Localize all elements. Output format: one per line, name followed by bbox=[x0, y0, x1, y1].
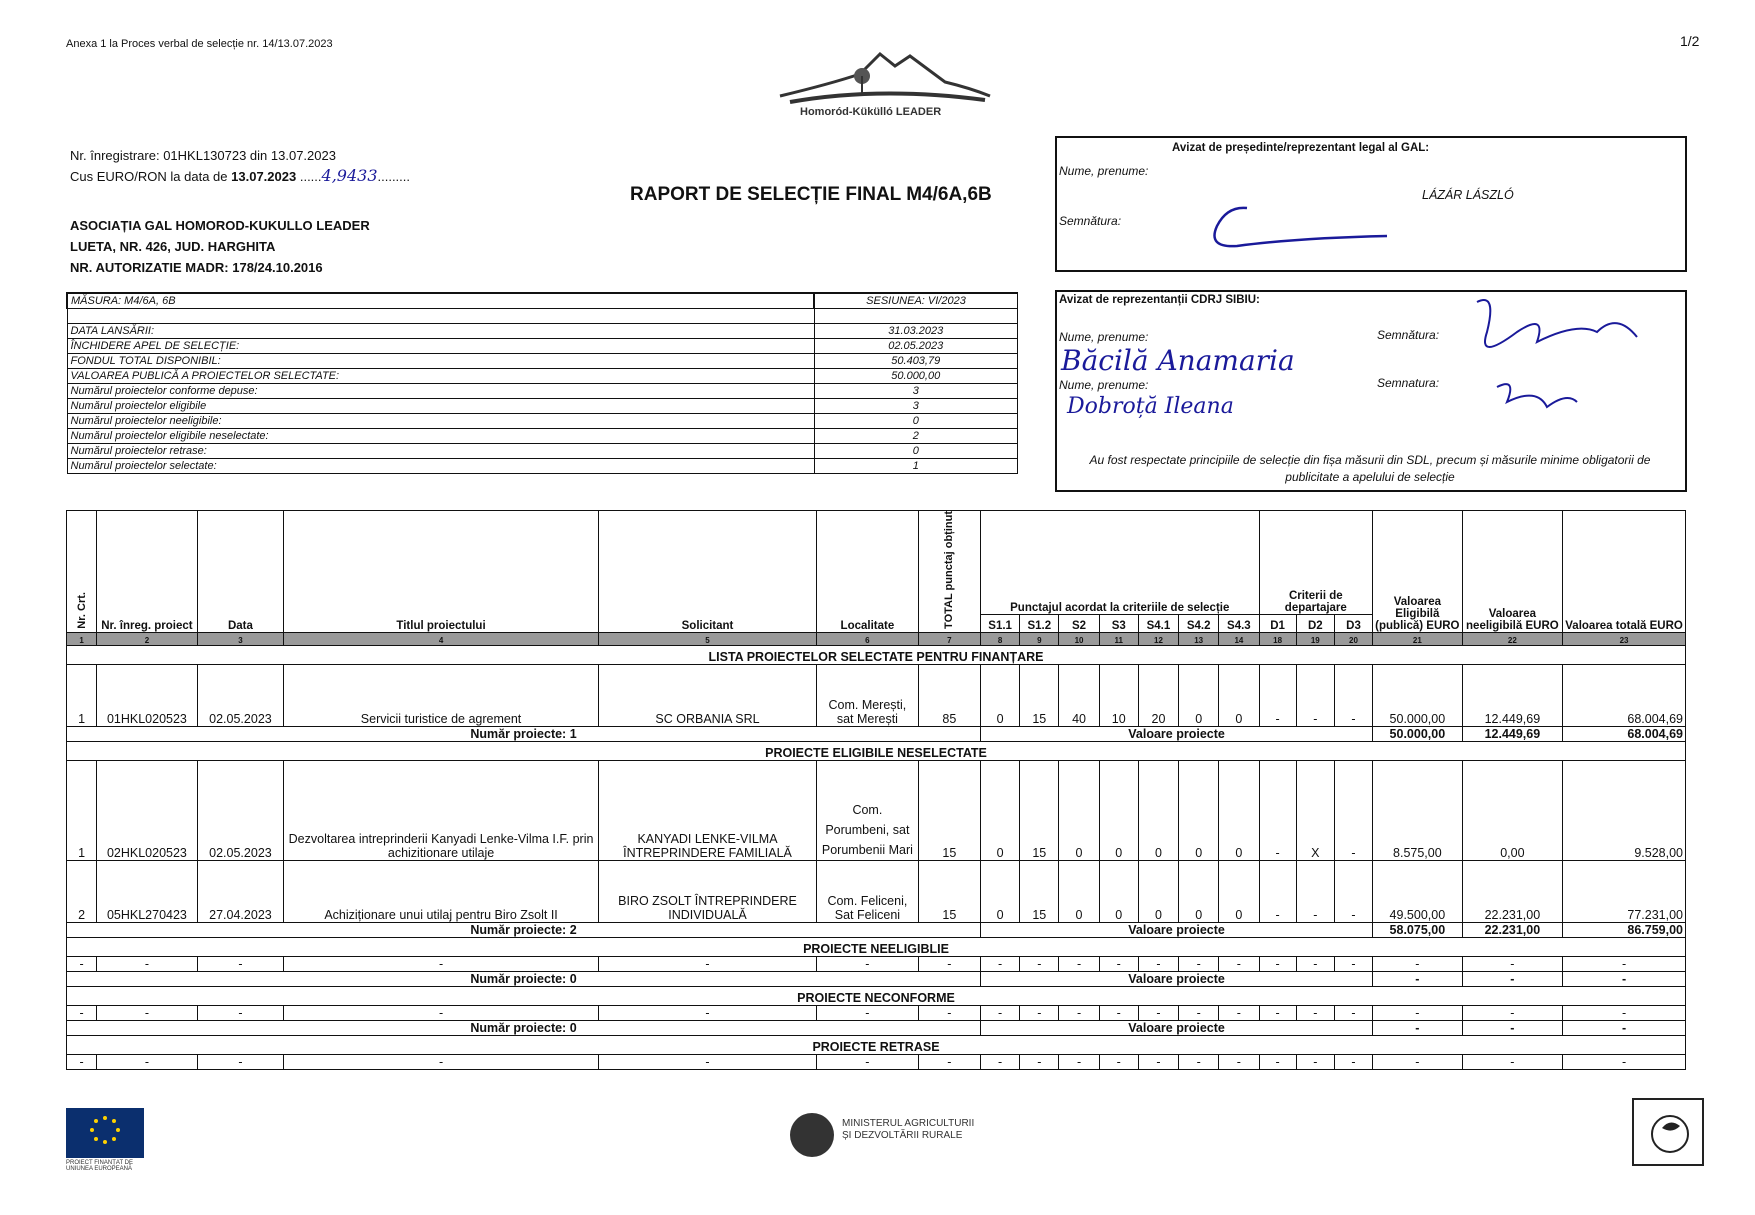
empty-cell: - bbox=[598, 956, 816, 971]
empty-cell: - bbox=[1563, 1005, 1686, 1020]
empty-cell: - bbox=[1179, 1054, 1219, 1069]
crit-col: S4.2 bbox=[1179, 614, 1219, 632]
empty-cell: - bbox=[1099, 956, 1138, 971]
empty-cell: - bbox=[1462, 1054, 1563, 1069]
header-val-totala: Valoarea totală EURO bbox=[1563, 511, 1686, 633]
empty-cell: - bbox=[97, 1054, 198, 1069]
cdrj-signature-label-1: Semnătura: bbox=[1377, 328, 1440, 342]
crit-col: S1.2 bbox=[1020, 614, 1059, 632]
section-ineligible: PROIECTE NEELIGIBLIE bbox=[67, 937, 1686, 956]
exchange-rate: Cus EURO/RON la data de 13.07.2023 ......4,9433......... bbox=[70, 166, 411, 185]
association-name: ASOCIAȚIA GAL HOMOROD-KUKULLO LEADER bbox=[70, 218, 370, 233]
empty-cell: - bbox=[1020, 1054, 1059, 1069]
empty-cell: - bbox=[97, 956, 198, 971]
empty-cell: - bbox=[981, 956, 1020, 971]
annex-note: Anexa 1 la Proces verbal de selecție nr. 14/13.07.2023 bbox=[66, 38, 333, 50]
empty-cell: - bbox=[817, 956, 919, 971]
ministry-emblem-icon bbox=[790, 1113, 834, 1157]
exchange-rate-value: 4,9433 bbox=[321, 166, 378, 185]
measure-row: Numărul proiectelor eligibile neselectate: 2 bbox=[67, 429, 1018, 444]
cdrj-heading: Avizat de reprezentanții CDRJ SIBIU: bbox=[1059, 294, 1260, 306]
empty-cell: - bbox=[284, 956, 599, 971]
association-block bbox=[70, 215, 370, 278]
empty-cell: - bbox=[1138, 1054, 1178, 1069]
page-number: 1/2 bbox=[1680, 33, 1700, 49]
empty-cell: - bbox=[1462, 956, 1563, 971]
empty-cell: - bbox=[1020, 1005, 1059, 1020]
header-total: TOTAL punctaj obținut bbox=[943, 511, 956, 629]
cdrj-signature-icon bbox=[1457, 292, 1657, 422]
empty-cell: - bbox=[67, 1054, 97, 1069]
header-nr-inreg: Nr. înreg. proiect bbox=[97, 511, 198, 633]
empty-cell: - bbox=[1138, 956, 1178, 971]
measure-label: MĂSURA: M4/6A, 6B bbox=[67, 293, 814, 309]
logo-text: Homoród-Kükülló LEADER bbox=[800, 106, 942, 118]
empty-cell: - bbox=[598, 1005, 816, 1020]
dep-col: D2 bbox=[1296, 614, 1334, 632]
header-data: Data bbox=[197, 511, 283, 633]
table-row bbox=[67, 956, 1686, 971]
president-name-label: Nume, prenume: bbox=[1059, 164, 1149, 178]
president-name: LÁZÁR LÁSZLÓ bbox=[1422, 188, 1514, 202]
empty-cell: - bbox=[1563, 956, 1686, 971]
cdrj-note: Au fost respectate principiile de selecție din fișa măsurii din SDL, precum și măsurile minime obligatorii de publicitate a apelului de selecție bbox=[1089, 453, 1651, 484]
authorization-number: NR. AUTORIZATIE MADR: 178/24.10.2016 bbox=[70, 260, 323, 275]
header-val-neeligibila: Valoarea neeligibilă EURO bbox=[1462, 511, 1563, 633]
cdrj-signature-label-2: Semnatura: bbox=[1377, 376, 1440, 390]
empty-cell: - bbox=[1373, 1054, 1462, 1069]
section-withdrawn: PROIECTE RETRASE bbox=[67, 1035, 1686, 1054]
section-eligible-not-selected: PROIECTE ELIGIBILE NESELECTATE bbox=[67, 741, 1686, 760]
cdrj-name-1: Băcilă Anamaria bbox=[1061, 344, 1295, 377]
summary-row: Număr proiecte: 0 Valoare proiecte - - - bbox=[67, 971, 1686, 986]
crit-col: S3 bbox=[1099, 614, 1138, 632]
empty-cell: - bbox=[1296, 956, 1334, 971]
eu-funding-text: PROIECT FINANȚAT DE UNIUNEA EUROPEANĂ bbox=[66, 1160, 134, 1172]
cdrj-name-label-1: Nume, prenume: bbox=[1059, 330, 1149, 344]
table-row bbox=[67, 1005, 1686, 1020]
empty-cell: - bbox=[1334, 1005, 1372, 1020]
empty-cell: - bbox=[918, 1054, 980, 1069]
empty-cell: - bbox=[1296, 1054, 1334, 1069]
empty-cell: - bbox=[1179, 1005, 1219, 1020]
dep-col: D3 bbox=[1334, 614, 1372, 632]
president-signature-icon bbox=[1197, 196, 1397, 258]
empty-cell: - bbox=[598, 1054, 816, 1069]
table-row: 1 02HKL020523 02.05.2023 Dezvoltarea intreprinderii Kanyadi Lenke-Vilma I.F. prin achizitionare utilaje KANYADI LENKE-VILMA ÎNTREPRINDERE FAMILIALĂ Com. Porumbeni, sat Porumbenii Mari 15 0 15 0 0 0 0 0 - X - 8.575,00 0,00 9.528,00 bbox=[67, 760, 1686, 860]
empty-cell: - bbox=[981, 1005, 1020, 1020]
section-selected: LISTA PROIECTELOR SELECTATE PENTRU FINANȚARE bbox=[67, 645, 1686, 664]
crit-col: S1.1 bbox=[981, 614, 1020, 632]
summary-row: Număr proiecte: 1 Valoare proiecte 50.000,00 12.449,69 68.004,69 bbox=[67, 726, 1686, 741]
empty-cell: - bbox=[1462, 1005, 1563, 1020]
empty-cell: - bbox=[817, 1054, 919, 1069]
empty-cell: - bbox=[1259, 1054, 1296, 1069]
president-heading: Avizat de președinte/reprezentant legal al GAL: bbox=[1172, 142, 1430, 154]
session-label: SESIUNEA: VI/2023 bbox=[814, 293, 1018, 309]
measure-row: DATA LANSĂRII: 31.03.2023 bbox=[67, 324, 1018, 339]
header-criterii: Criterii de departajare bbox=[1259, 511, 1373, 615]
empty-cell: - bbox=[918, 1005, 980, 1020]
empty-cell: - bbox=[1334, 956, 1372, 971]
measure-row: Numărul proiectelor retrase: 0 bbox=[67, 444, 1018, 459]
registration-number: Nr. înregistrare: 01HKL130723 din 13.07.2023 bbox=[70, 148, 336, 163]
empty-cell: - bbox=[284, 1005, 599, 1020]
empty-cell: - bbox=[284, 1054, 599, 1069]
report-title: RAPORT DE SELECȚIE FINAL M4/6A,6B bbox=[630, 184, 992, 205]
empty-cell: - bbox=[1059, 1054, 1099, 1069]
leader-logo-icon bbox=[1632, 1098, 1704, 1166]
index-row: 1 2 3 4 5 6 7 8 9 10 11 12 13 14 18 19 20 21 22 23 bbox=[67, 632, 1686, 645]
empty-cell: - bbox=[67, 956, 97, 971]
measure-row: VALOAREA PUBLICĂ A PROIECTELOR SELECTATE: 50.000,00 bbox=[67, 369, 1018, 384]
ministry-name: MINISTERUL AGRICULTURII ȘI DEZVOLTĂRII RURALE bbox=[842, 1118, 975, 1141]
table-row: 2 05HKL270423 27.04.2023 Achiziționare unui utilaj pentru Biro Zsolt II BIRO ZSOLT ÎNTREPRINDERE INDIVIDUALĂ Com. Feliceni, Sat Feliceni 15 0 15 0 0 0 0 0 - - - 49.500,00 22.231,00 77.231,00 bbox=[67, 860, 1686, 922]
empty-cell: - bbox=[1179, 956, 1219, 971]
empty-cell: - bbox=[1373, 1005, 1462, 1020]
empty-cell: - bbox=[67, 1005, 97, 1020]
measure-row: ÎNCHIDERE APEL DE SELECȚIE: 02.05.2023 bbox=[67, 339, 1018, 354]
empty-cell: - bbox=[197, 956, 283, 971]
measure-row: Numărul proiectelor eligibile 3 bbox=[67, 399, 1018, 414]
empty-cell: - bbox=[1334, 1054, 1372, 1069]
crit-col: S4.3 bbox=[1219, 614, 1259, 632]
dep-col: D1 bbox=[1259, 614, 1296, 632]
summary-row: Număr proiecte: 2 Valoare proiecte 58.075,00 22.231,00 86.759,00 bbox=[67, 922, 1686, 937]
measure-row: Numărul proiectelor conforme depuse: 3 bbox=[67, 384, 1018, 399]
eu-flag-icon bbox=[66, 1108, 144, 1158]
header-punctaj: Punctajul acordat la criteriile de selecție bbox=[981, 511, 1259, 615]
empty-cell: - bbox=[197, 1005, 283, 1020]
empty-cell: - bbox=[97, 1005, 198, 1020]
header-titlu: Titlul proiectului bbox=[284, 511, 599, 633]
empty-cell: - bbox=[981, 1054, 1020, 1069]
measure-row: Numărul proiectelor neeligibile: 0 bbox=[67, 414, 1018, 429]
empty-cell: - bbox=[1259, 956, 1296, 971]
president-signature-label: Semnătura: bbox=[1059, 214, 1122, 228]
empty-cell: - bbox=[1259, 1005, 1296, 1020]
header-localitate: Localitate bbox=[817, 511, 919, 633]
empty-cell: - bbox=[1059, 956, 1099, 971]
empty-cell: - bbox=[1219, 1005, 1259, 1020]
summary-row: Număr proiecte: 0 Valoare proiecte - - - bbox=[67, 1020, 1686, 1035]
empty-cell: - bbox=[1373, 956, 1462, 971]
cdrj-name-2: Dobroță Ileana bbox=[1067, 394, 1234, 419]
association-address: LUETA, NR. 426, JUD. HARGHITA bbox=[70, 239, 276, 254]
crit-col: S2 bbox=[1059, 614, 1099, 632]
measure-row: Numărul proiectelor selectate: 1 bbox=[67, 459, 1018, 474]
registration-block bbox=[70, 146, 410, 187]
table-row: 1 01HKL020523 02.05.2023 Servicii turistice de agrement SC ORBANIA SRL Com. Merești, sat Merești 85 0 15 40 10 20 0 0 - - - 50.000,00 12.449,69 68.004,69 bbox=[67, 664, 1686, 726]
empty-cell: - bbox=[1296, 1005, 1334, 1020]
cdrj-approval-box bbox=[1055, 290, 1687, 492]
empty-cell: - bbox=[918, 956, 980, 971]
measure-info-table bbox=[66, 292, 1018, 474]
empty-cell: - bbox=[1099, 1054, 1138, 1069]
table-row bbox=[67, 1054, 1686, 1069]
empty-cell: - bbox=[1219, 1054, 1259, 1069]
header-solicitant: Solicitant bbox=[598, 511, 816, 633]
header-nr-crt: Nr. Crt. bbox=[75, 592, 88, 629]
empty-cell: - bbox=[1099, 1005, 1138, 1020]
empty-cell: - bbox=[197, 1054, 283, 1069]
empty-cell: - bbox=[1138, 1005, 1178, 1020]
empty-cell: - bbox=[817, 1005, 919, 1020]
president-approval-box bbox=[1055, 136, 1687, 272]
cdrj-name-label-2: Nume, prenume: bbox=[1059, 378, 1149, 392]
projects-table bbox=[66, 510, 1686, 1070]
measure-row: FONDUL TOTAL DISPONIBIL: 50.403,79 bbox=[67, 354, 1018, 369]
crit-col: S4.1 bbox=[1138, 614, 1178, 632]
empty-cell: - bbox=[1059, 1005, 1099, 1020]
empty-cell: - bbox=[1563, 1054, 1686, 1069]
empty-cell: - bbox=[1020, 956, 1059, 971]
empty-cell: - bbox=[1219, 956, 1259, 971]
section-non-conform: PROIECTE NECONFORME bbox=[67, 986, 1686, 1005]
header-val-eligibila: Valoarea Eligibilă (publică) EURO bbox=[1373, 511, 1462, 633]
